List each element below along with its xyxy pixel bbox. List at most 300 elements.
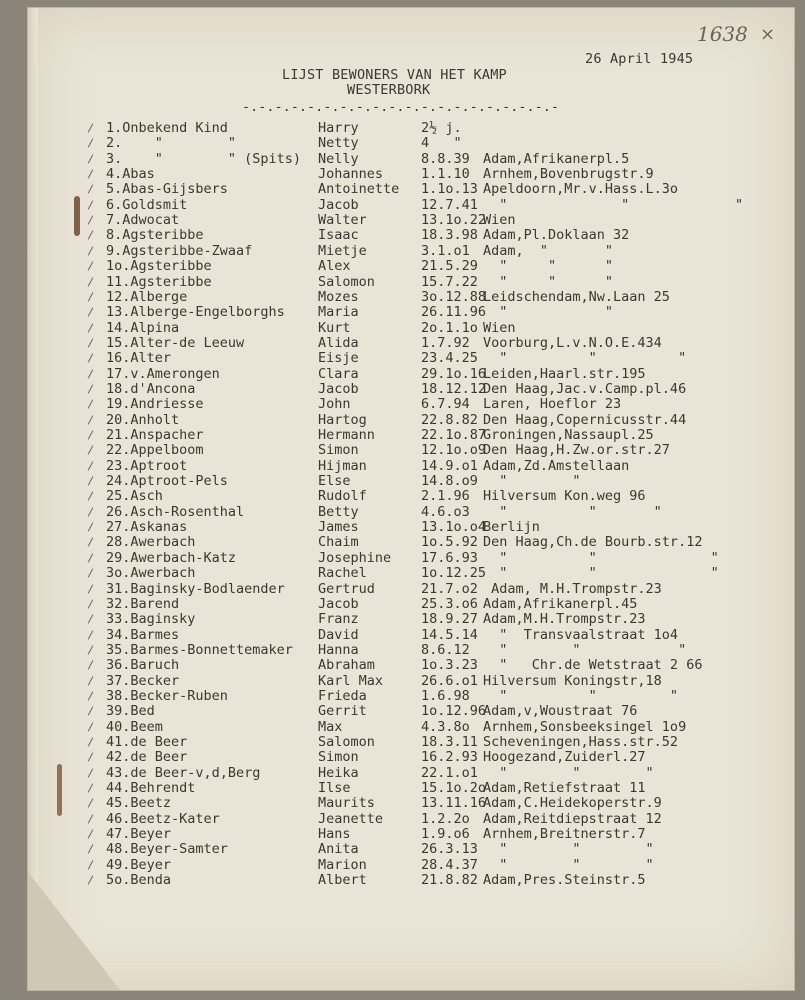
resident-address: Scheveningen,Hass.str.52 [483, 734, 679, 750]
resident-birth-date: 2.1.96 [421, 488, 470, 505]
check-mark [88, 200, 94, 209]
document-title: LIJST BEWONERS VAN HET KAMP [282, 67, 507, 83]
resident-birth-date: 1.9.o6 [421, 826, 470, 843]
resident-birth-date: 1.2.2o [421, 810, 470, 827]
check-mark [88, 461, 94, 470]
list-item [28, 304, 794, 319]
check-mark [88, 691, 94, 700]
title-divider: -.-.-.-.-.-.-.-.-.-.-.-.-.-.-.-.-.-.-.- [242, 99, 559, 115]
resident-address: Adam,v,Woustraat 76 [483, 703, 638, 720]
resident-first-name: Salomon [318, 273, 375, 290]
check-mark [88, 430, 94, 439]
list-item [28, 427, 794, 442]
resident-name: 40.Beem [106, 718, 163, 735]
list-item [28, 872, 794, 887]
resident-first-name: Nelly [318, 150, 359, 167]
resident-name: 14.Alpina [106, 319, 180, 336]
resident-birth-date: 3o.12.88 [421, 288, 487, 305]
resident-birth-date: 21.7.o2 [421, 580, 478, 597]
check-mark [88, 845, 94, 854]
resident-first-name: Josephine [318, 549, 392, 566]
check-mark [88, 783, 94, 792]
resident-address: Leidschendam,Nw.Laan 25 [483, 288, 670, 305]
resident-first-name: Max [318, 718, 343, 735]
resident-birth-date: 26.6.o1 [421, 672, 478, 689]
document-page [28, 8, 794, 990]
check-mark [88, 799, 94, 808]
resident-first-name: Franz [318, 611, 359, 628]
resident-address: Adam,C.Heidekoperstr.9 [483, 795, 662, 812]
check-mark [88, 400, 94, 409]
resident-name: 45.Beetz [106, 795, 172, 812]
resident-first-name: Hanna [318, 641, 359, 658]
list-item [28, 811, 794, 826]
list-item [28, 227, 794, 242]
check-mark [88, 661, 94, 670]
resident-birth-date: 18.12.12 [421, 380, 487, 397]
resident-first-name: Walter [318, 212, 367, 229]
check-mark [88, 875, 94, 884]
resident-address: Hilversum Koningstr,18 [483, 672, 662, 689]
resident-birth-date: 14.5.14 [421, 626, 478, 643]
resident-address: " " " [483, 503, 662, 520]
resident-name: 37.Becker [106, 672, 180, 689]
list-item [28, 534, 794, 549]
resident-birth-date: 18.3.11 [421, 734, 478, 750]
resident-name: 35.Barmes-Bonnettemaker [106, 641, 293, 658]
resident-address: " " " [483, 565, 719, 582]
check-mark [88, 630, 94, 639]
resident-name: 36.Baruch [106, 657, 180, 674]
resident-first-name: John [318, 396, 351, 413]
resident-address: Arnhem,Breitnerstr.7 [483, 826, 646, 843]
resident-name: 22.Appelboom [106, 442, 204, 459]
resident-name: 6.Goldsmit [106, 196, 188, 213]
list-item [28, 151, 794, 166]
resident-address: Groningen,Nassaupl.25 [483, 427, 654, 443]
resident-first-name: Heika [318, 764, 359, 781]
resident-address: " " " [483, 856, 654, 873]
resident-birth-date: 18.9.27 [421, 611, 478, 628]
resident-name: 18.d'Ancona [106, 380, 196, 397]
list-item [28, 795, 794, 810]
resident-first-name: Salomon [318, 734, 375, 750]
list-item [28, 197, 794, 212]
resident-birth-date: 3.1.o1 [421, 242, 470, 259]
resident-birth-date: 1.7.92 [421, 334, 470, 351]
resident-first-name: Albert [318, 872, 367, 889]
list-item [28, 135, 794, 150]
resident-birth-date: 22.8.82 [421, 411, 478, 428]
check-mark [88, 123, 94, 132]
resident-address: Adam,Pl.Doklaan 32 [483, 227, 630, 244]
list-item [28, 826, 794, 841]
resident-first-name: Simon [318, 442, 359, 459]
check-mark [88, 722, 94, 731]
check-mark [88, 277, 94, 286]
resident-birth-date: 23.4.25 [421, 350, 478, 367]
resident-birth-date: 2o.1.1o [421, 319, 478, 336]
resident-name: 2. " " [106, 135, 237, 152]
resident-birth-date: 1o.12.25 [421, 565, 487, 582]
check-mark [88, 185, 94, 194]
check-mark [88, 476, 94, 485]
resident-first-name: Jacob [318, 595, 359, 612]
resident-name: 26.Asch-Rosenthal [106, 503, 245, 520]
resident-first-name: Kurt [318, 319, 351, 336]
resident-birth-date: 12.7.41 [421, 196, 478, 213]
resident-name: 19.Andriesse [106, 396, 204, 413]
resident-name: 27.Askanas [106, 519, 188, 536]
resident-birth-date: 8.6.12 [421, 641, 470, 658]
archive-number: 1638 [697, 22, 748, 46]
list-item [28, 841, 794, 856]
resident-birth-date: 13.1o.o4 [421, 519, 487, 536]
resident-first-name: Netty [318, 135, 359, 152]
resident-address: Adam,M.H.Trompstr.23 [483, 611, 646, 628]
resident-birth-date: 17.6.93 [421, 549, 478, 566]
check-mark [88, 261, 94, 270]
resident-address: Wien [483, 319, 516, 336]
resident-birth-date: 26.3.13 [421, 841, 478, 858]
resident-birth-date: 22.1o.87 [421, 427, 487, 443]
resident-address: Voorburg,L.v.N.O.E.434 [483, 334, 662, 351]
resident-name: 33.Baginsky [106, 611, 196, 628]
list-item [28, 243, 794, 258]
list-item [28, 181, 794, 196]
resident-first-name: Clara [318, 365, 359, 382]
list-item [28, 473, 794, 488]
document-subtitle: WESTERBORK [347, 82, 431, 98]
resident-first-name: Antoinette [318, 181, 400, 198]
resident-first-name: Isaac [318, 227, 359, 244]
list-item [28, 765, 794, 780]
check-mark [88, 584, 94, 593]
resident-first-name: Mozes [318, 288, 359, 305]
resident-address: " " " [483, 641, 687, 658]
resident-name: 49.Beyer [106, 856, 172, 873]
check-mark [88, 676, 94, 685]
resident-address: Adam, M.H.Trompstr.23 [483, 580, 662, 597]
resident-birth-date: 21.5.29 [421, 258, 478, 275]
check-mark [88, 538, 94, 547]
resident-name: 47.Beyer [106, 826, 172, 843]
resident-birth-date: 14.8.o9 [421, 473, 478, 490]
resident-birth-date: 22.1.o1 [421, 764, 478, 781]
resident-address: Hoogezand,Zuiderl.27 [483, 749, 646, 766]
resident-first-name: Maurits [318, 795, 375, 812]
resident-address: " " " [483, 764, 654, 781]
resident-first-name: Marion [318, 856, 367, 873]
resident-name: 11.Agsteribbe [106, 273, 212, 290]
list-item [28, 258, 794, 273]
resident-birth-date: 13.11.16 [421, 795, 487, 812]
resident-first-name: Rachel [318, 565, 367, 582]
resident-name: 31.Baginsky-Bodlaender [106, 580, 285, 597]
resident-address: Den Haag,Ch.de Bourb.str.12 [483, 534, 703, 551]
resident-first-name: Harry [318, 120, 359, 136]
resident-birth-date: 4.6.o3 [421, 503, 470, 520]
resident-birth-date: 4 " [421, 135, 462, 152]
resident-first-name: Rudolf [318, 488, 367, 505]
resident-first-name: Karl Max [318, 672, 384, 689]
document-date: 26 April 1945 [585, 51, 694, 67]
resident-name: 39.Bed [106, 703, 155, 720]
resident-address: Laren, Hoeflor 23 [483, 396, 622, 413]
list-item [28, 212, 794, 227]
resident-address: Arnhem,Sonsbeeksingel 1o9 [483, 718, 687, 735]
list-item [28, 504, 794, 519]
check-mark [88, 599, 94, 608]
resident-name: 5.Abas-Gijsbers [106, 181, 228, 198]
check-mark [88, 323, 94, 332]
check-mark [88, 507, 94, 516]
list-item [28, 857, 794, 872]
resident-address: Den Haag,Copernicusstr.44 [483, 411, 687, 428]
resident-first-name: Anita [318, 841, 359, 858]
list-item [28, 596, 794, 611]
resident-address: " " " [483, 549, 719, 566]
resident-name: 43.de Beer-v,d,Berg [106, 764, 261, 781]
resident-name: 38.Becker-Ruben [106, 687, 228, 704]
resident-address: Adam,Afrikanerpl.45 [483, 595, 638, 612]
resident-birth-date: 14.9.o1 [421, 457, 478, 474]
check-mark [88, 446, 94, 455]
list-item [28, 673, 794, 688]
resident-first-name: James [318, 519, 359, 536]
check-mark [88, 369, 94, 378]
resident-first-name: Frieda [318, 687, 367, 704]
list-item [28, 350, 794, 365]
check-mark [88, 154, 94, 163]
list-item [28, 749, 794, 764]
resident-address: Adam, " " [483, 242, 614, 259]
list-item [28, 519, 794, 534]
resident-name: 1o.Agsteribbe [106, 258, 212, 275]
check-mark [88, 415, 94, 424]
resident-address: " " " [483, 350, 687, 367]
resident-birth-date: 15.1o.2o [421, 780, 487, 797]
resident-address: Adam,Zd.Amstellaan [483, 457, 630, 474]
resident-name: 13.Alberge-Engelborghs [106, 304, 285, 321]
resident-name: 7.Adwocat [106, 212, 180, 229]
resident-birth-date: 18.3.98 [421, 227, 478, 244]
resident-first-name: Hermann [318, 427, 375, 443]
resident-address: " " [483, 473, 581, 490]
resident-name: 42.de Beer [106, 749, 188, 766]
list-item [28, 642, 794, 657]
check-mark [88, 553, 94, 562]
resident-address: Leiden,Haarl.str.195 [483, 365, 646, 382]
resident-address: Adam,Afrikanerpl.5 [483, 150, 630, 167]
check-mark [88, 292, 94, 301]
resident-first-name: David [318, 626, 359, 643]
resident-name: 3o.Awerbach [106, 565, 196, 582]
list-item [28, 581, 794, 596]
check-mark [88, 338, 94, 347]
resident-name: 41.de Beer [106, 734, 188, 750]
resident-birth-date: 8.8.39 [421, 150, 470, 167]
resident-birth-date: 28.4.37 [421, 856, 478, 873]
resident-name: 44.Behrendt [106, 780, 196, 797]
resident-name: 4.Abas [106, 166, 155, 183]
resident-name: 21.Anspacher [106, 427, 204, 443]
resident-first-name: Gerrit [318, 703, 367, 720]
resident-first-name: Maria [318, 304, 359, 321]
list-item [28, 550, 794, 565]
resident-birth-date: 26.11.96 [421, 304, 487, 321]
check-mark [88, 308, 94, 317]
list-item [28, 166, 794, 181]
resident-first-name: Else [318, 473, 351, 490]
list-item [28, 120, 794, 135]
list-item [28, 442, 794, 457]
check-mark [88, 139, 94, 148]
check-mark [88, 814, 94, 823]
resident-address: " " [483, 304, 614, 321]
check-mark [88, 753, 94, 762]
check-mark [88, 645, 94, 654]
resident-name: 16.Alter [106, 350, 172, 367]
resident-address: " Chr.de Wetstraat 2 66 [483, 657, 703, 674]
resident-name: 29.Awerbach-Katz [106, 549, 237, 566]
resident-name: 15.Alter-de Leeuw [106, 334, 245, 351]
resident-birth-date: 21.8.82 [421, 872, 478, 889]
resident-first-name: Hans [318, 826, 351, 843]
resident-first-name: Alida [318, 334, 359, 351]
resident-name: 3. " " (Spits) [106, 150, 302, 167]
resident-name: 8.Agsteribbe [106, 227, 204, 244]
resident-name: 24.Aptroot-Pels [106, 473, 228, 490]
resident-address: Hilversum Kon.weg 96 [483, 488, 646, 505]
resident-first-name: Ilse [318, 780, 351, 797]
list-item [28, 734, 794, 749]
resident-address: " " " [483, 196, 744, 213]
check-mark [88, 215, 94, 224]
list-item [28, 274, 794, 289]
resident-birth-date: 1o.3.23 [421, 657, 478, 674]
list-item [28, 396, 794, 411]
resident-birth-date: 29.1o.16 [421, 365, 487, 382]
resident-first-name: Eisje [318, 350, 359, 367]
resident-address: Den Haag,Jac.v.Camp.pl.46 [483, 380, 687, 397]
resident-name: 9.Agsteribbe-Zwaaf [106, 242, 253, 259]
resident-name: 17.v.Amerongen [106, 365, 220, 382]
resident-address: " " " [483, 841, 654, 858]
resident-address: Adam,Pres.Steinstr.5 [483, 872, 646, 889]
check-mark [88, 354, 94, 363]
resident-name: 32.Barend [106, 595, 180, 612]
resident-name: 20.Anholt [106, 411, 180, 428]
resident-address: Berlijn [483, 519, 540, 536]
resident-birth-date: 15.7.22 [421, 273, 478, 290]
list-item [28, 719, 794, 734]
list-item [28, 780, 794, 795]
check-mark [88, 169, 94, 178]
check-mark [88, 568, 94, 577]
resident-birth-date: 25.3.o6 [421, 595, 478, 612]
resident-first-name: Mietje [318, 242, 367, 259]
list-item [28, 458, 794, 473]
resident-birth-date: 1.1o.13 [421, 181, 478, 198]
resident-birth-date: 12.1o.o9 [421, 442, 487, 459]
list-item [28, 657, 794, 672]
resident-address: Adam,Reitdiepstraat 12 [483, 810, 662, 827]
check-mark [88, 522, 94, 531]
list-item [28, 565, 794, 580]
check-mark [88, 615, 94, 624]
resident-birth-date: 13.1o.22 [421, 212, 487, 229]
resident-name: 25.Asch [106, 488, 163, 505]
resident-first-name: Simon [318, 749, 359, 766]
resident-name: 12.Alberge [106, 288, 188, 305]
check-mark [88, 829, 94, 838]
resident-first-name: Jacob [318, 380, 359, 397]
resident-birth-date: 1o.12.96 [421, 703, 487, 720]
resident-first-name: Jeanette [318, 810, 384, 827]
check-mark [88, 246, 94, 255]
resident-name: 48.Beyer-Samter [106, 841, 228, 858]
resident-name: 5o.Benda [106, 872, 172, 889]
resident-address: Den Haag,H.Zw.or.str.27 [483, 442, 670, 459]
resident-first-name: Jacob [318, 196, 359, 213]
resident-birth-date: 2½ j. [421, 120, 462, 136]
resident-address: " Transvaalstraat 1o4 [483, 626, 679, 643]
resident-birth-date: 1.1.10 [421, 166, 470, 183]
resident-birth-date: 16.2.93 [421, 749, 478, 766]
resident-address: " " " [483, 273, 614, 290]
resident-birth-date: 1.6.98 [421, 687, 470, 704]
list-item [28, 320, 794, 335]
list-item [28, 627, 794, 642]
resident-name: 23.Aptroot [106, 457, 188, 474]
check-mark [88, 707, 94, 716]
list-item [28, 688, 794, 703]
list-item [28, 289, 794, 304]
resident-name: 34.Barmes [106, 626, 180, 643]
resident-first-name: Alex [318, 258, 351, 275]
resident-first-name: Hijman [318, 457, 367, 474]
resident-birth-date: 6.7.94 [421, 396, 470, 413]
resident-address: Apeldoorn,Mr.v.Hass.L.3o [483, 181, 679, 198]
resident-first-name: Chaim [318, 534, 359, 551]
resident-birth-date: 4.3.8o [421, 718, 470, 735]
list-item [28, 381, 794, 396]
torn-corner [28, 872, 120, 990]
resident-name: 28.Awerbach [106, 534, 196, 551]
resident-first-name: Johannes [318, 166, 384, 183]
list-item [28, 488, 794, 503]
resident-name: 46.Beetz-Kater [106, 810, 220, 827]
list-item [28, 335, 794, 350]
resident-address: Adam,Retiefstraat 11 [483, 780, 646, 797]
list-item [28, 412, 794, 427]
list-item [28, 611, 794, 626]
check-mark [88, 768, 94, 777]
list-item [28, 703, 794, 718]
resident-first-name: Betty [318, 503, 359, 520]
check-mark [88, 860, 94, 869]
resident-address: Arnhem,Bovenbrugstr.9 [483, 166, 654, 183]
resident-name: 1.Onbekend Kind [106, 120, 228, 136]
resident-birth-date: 1o.5.92 [421, 534, 478, 551]
resident-address: " " " [483, 258, 614, 275]
resident-first-name: Abraham [318, 657, 375, 674]
list-item [28, 366, 794, 381]
check-mark [88, 737, 94, 746]
resident-first-name: Hartog [318, 411, 367, 428]
resident-first-name: Gertrud [318, 580, 375, 597]
